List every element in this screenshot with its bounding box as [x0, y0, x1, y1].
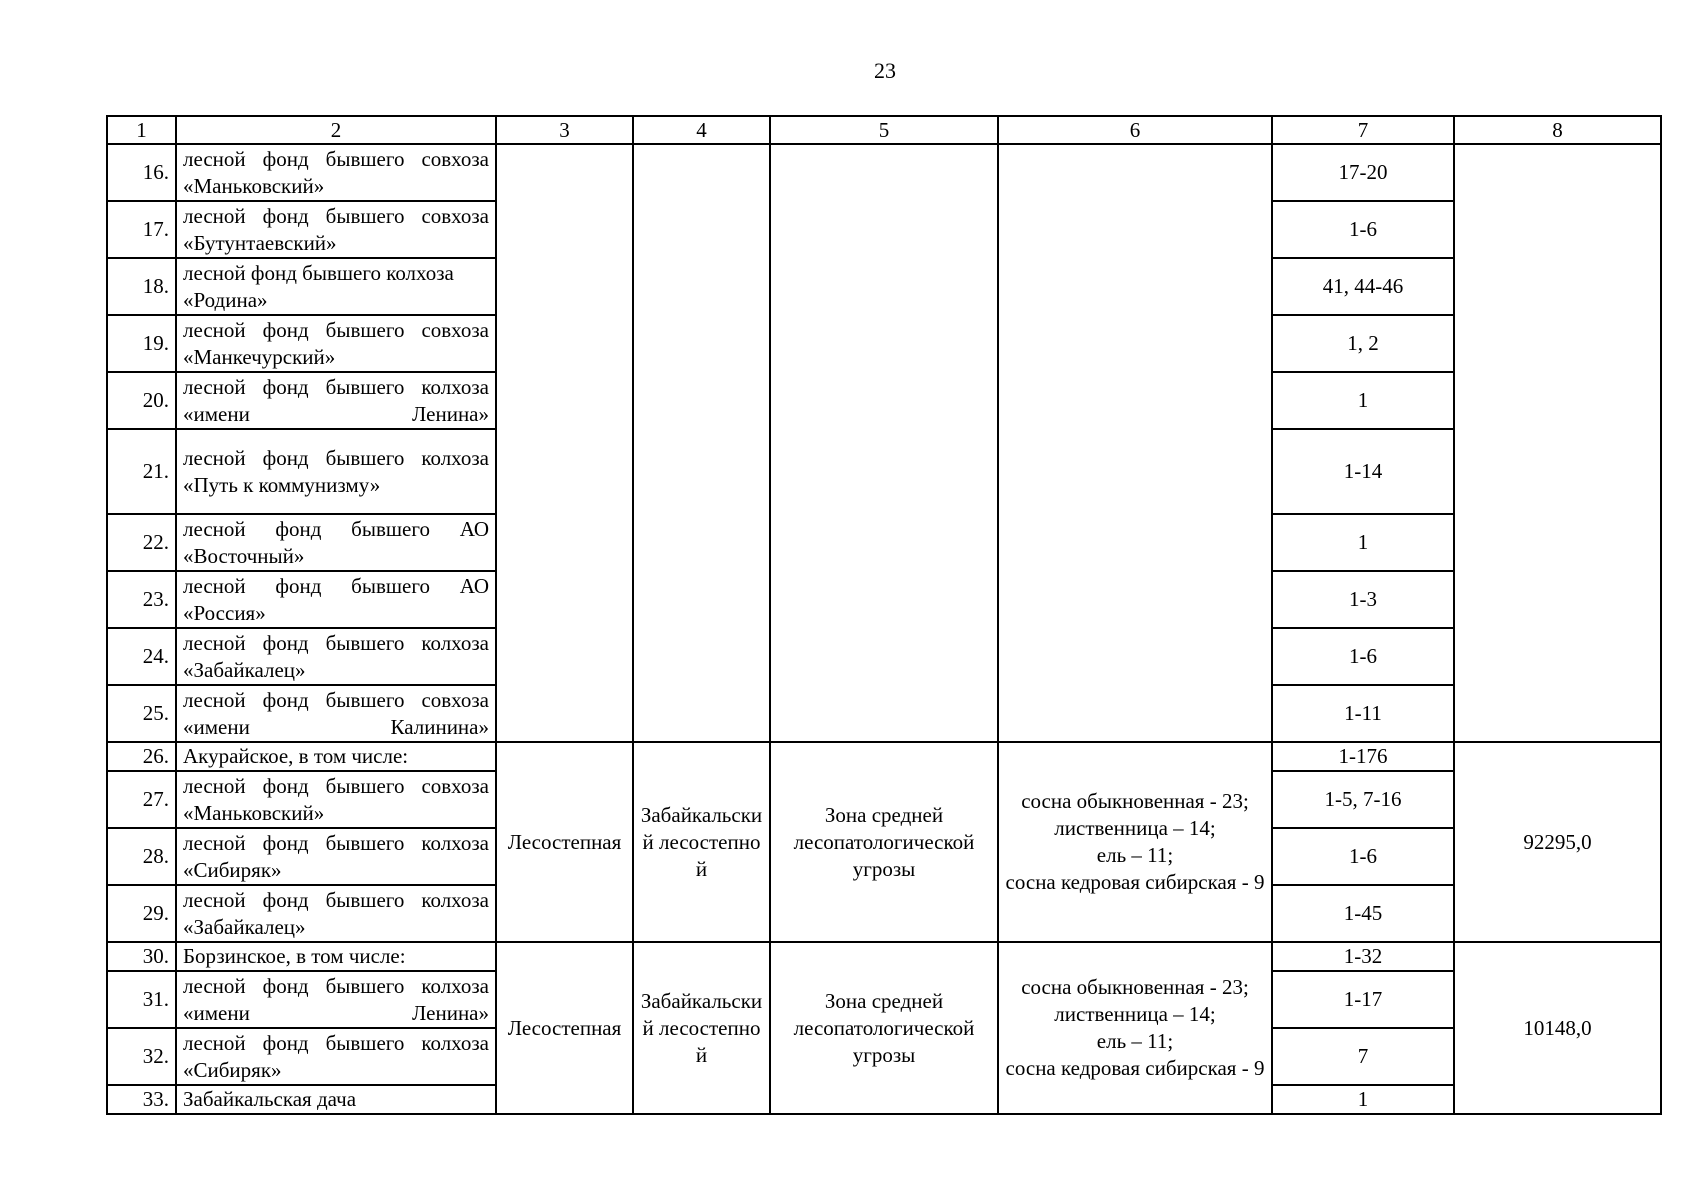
row-number: 23.	[107, 571, 176, 628]
threat-cell: Зона средней лесопатологической угрозы	[770, 742, 998, 942]
row-name: Борзинское, в том числе:	[176, 942, 496, 971]
row-quarters: 1	[1272, 372, 1454, 429]
area-cell: 92295,0	[1454, 742, 1661, 942]
row-number: 19.	[107, 315, 176, 372]
species-line: сосна обыкновенная - 23; лиственница – 14;	[1021, 789, 1249, 840]
column-numbers-row	[107, 116, 1661, 144]
species-line: сосна обыкновенная - 23; лиственница – 14;	[1021, 975, 1249, 1026]
row-name: лесной фонд бывшего колхоза «Сибиряк»	[176, 828, 496, 885]
row-name: лесной фонд бывшего АО «Восточный»	[176, 514, 496, 571]
column-number: 2	[176, 116, 496, 144]
empty-area-cell	[1454, 144, 1661, 742]
table-row	[107, 144, 1661, 201]
row-number: 32.	[107, 1028, 176, 1085]
column-number: 4	[633, 116, 770, 144]
row-number: 30.	[107, 942, 176, 971]
empty-threat-cell	[770, 144, 998, 742]
row-quarters: 1	[1272, 1085, 1454, 1114]
page-number: 23	[874, 58, 896, 83]
row-name: лесной фонд бывшего совхоза «Маньковский»	[176, 144, 496, 201]
row-number: 21.	[107, 429, 176, 514]
column-number: 1	[107, 116, 176, 144]
row-name: лесной фонд бывшего колхоза «имени Ленина»	[176, 372, 496, 429]
species-line: ель – 11;	[1096, 843, 1174, 867]
row-quarters: 1-11	[1272, 685, 1454, 742]
table-row	[107, 942, 1661, 971]
row-name: лесной фонд бывшего АО «Россия»	[176, 571, 496, 628]
empty-zone-cell	[496, 144, 633, 742]
row-quarters: 1-17	[1272, 971, 1454, 1028]
species-line: сосна кедровая сибирская - 9	[1005, 870, 1265, 894]
row-name: лесной фонд бывшего колхоза «Родина»	[176, 258, 496, 315]
row-quarters: 1-6	[1272, 828, 1454, 885]
region-cell: Забайкальский лесостепной	[633, 742, 770, 942]
row-quarters: 1-6	[1272, 201, 1454, 258]
species-line: ель – 11;	[1096, 1029, 1174, 1053]
forest-table	[106, 115, 1662, 1115]
row-number: 18.	[107, 258, 176, 315]
row-name: лесной фонд бывшего совхоза «Маньковский»	[176, 771, 496, 828]
column-number: 8	[1454, 116, 1661, 144]
row-number: 24.	[107, 628, 176, 685]
row-quarters: 1-45	[1272, 885, 1454, 942]
row-name: лесной фонд бывшего колхоза «Сибиряк»	[176, 1028, 496, 1085]
column-number: 7	[1272, 116, 1454, 144]
row-number: 16.	[107, 144, 176, 201]
row-quarters: 41, 44-46	[1272, 258, 1454, 315]
row-name: лесной фонд бывшего совхоза «Бутунтаевский»	[176, 201, 496, 258]
row-quarters: 1-5, 7-16	[1272, 771, 1454, 828]
table-row	[107, 742, 1661, 771]
zone-cell: Лесостепная	[496, 942, 633, 1114]
species-line: сосна кедровая сибирская - 9	[1005, 1056, 1265, 1080]
column-number: 6	[998, 116, 1272, 144]
species-cell	[998, 942, 1272, 1114]
row-number: 17.	[107, 201, 176, 258]
row-quarters: 1-6	[1272, 628, 1454, 685]
row-number: 28.	[107, 828, 176, 885]
row-number: 31.	[107, 971, 176, 1028]
column-number: 3	[496, 116, 633, 144]
row-number: 29.	[107, 885, 176, 942]
row-quarters: 1-14	[1272, 429, 1454, 514]
empty-species-cell	[998, 144, 1272, 742]
row-quarters: 1-32	[1272, 942, 1454, 971]
row-number: 22.	[107, 514, 176, 571]
row-name: Забайкальская дача	[176, 1085, 496, 1114]
area-cell: 10148,0	[1454, 942, 1661, 1114]
row-quarters: 1	[1272, 514, 1454, 571]
row-number: 20.	[107, 372, 176, 429]
row-name: лесной фонд бывшего совхоза «Манкечурский»	[176, 315, 496, 372]
row-quarters: 1-176	[1272, 742, 1454, 771]
row-name: лесной фонд бывшего совхоза «имени Калинина»	[176, 685, 496, 742]
row-number: 26.	[107, 742, 176, 771]
row-quarters: 7	[1272, 1028, 1454, 1085]
row-quarters: 1-3	[1272, 571, 1454, 628]
row-number: 27.	[107, 771, 176, 828]
threat-cell: Зона средней лесопатологической угрозы	[770, 942, 998, 1114]
row-quarters: 17-20	[1272, 144, 1454, 201]
region-cell: Забайкальский лесостепной	[633, 942, 770, 1114]
zone-cell: Лесостепная	[496, 742, 633, 942]
row-number: 33.	[107, 1085, 176, 1114]
row-name: лесной фонд бывшего колхоза «Забайкалец»	[176, 628, 496, 685]
row-name: лесной фонд бывшего колхоза «Забайкалец»	[176, 885, 496, 942]
column-number: 5	[770, 116, 998, 144]
row-name: лесной фонд бывшего колхоза «Путь к коммунизму»	[176, 429, 496, 514]
species-cell	[998, 742, 1272, 942]
row-number: 25.	[107, 685, 176, 742]
row-quarters: 1, 2	[1272, 315, 1454, 372]
row-name: Акурайское, в том числе:	[176, 742, 496, 771]
empty-region-cell	[633, 144, 770, 742]
row-name: лесной фонд бывшего колхоза «имени Ленина»	[176, 971, 496, 1028]
